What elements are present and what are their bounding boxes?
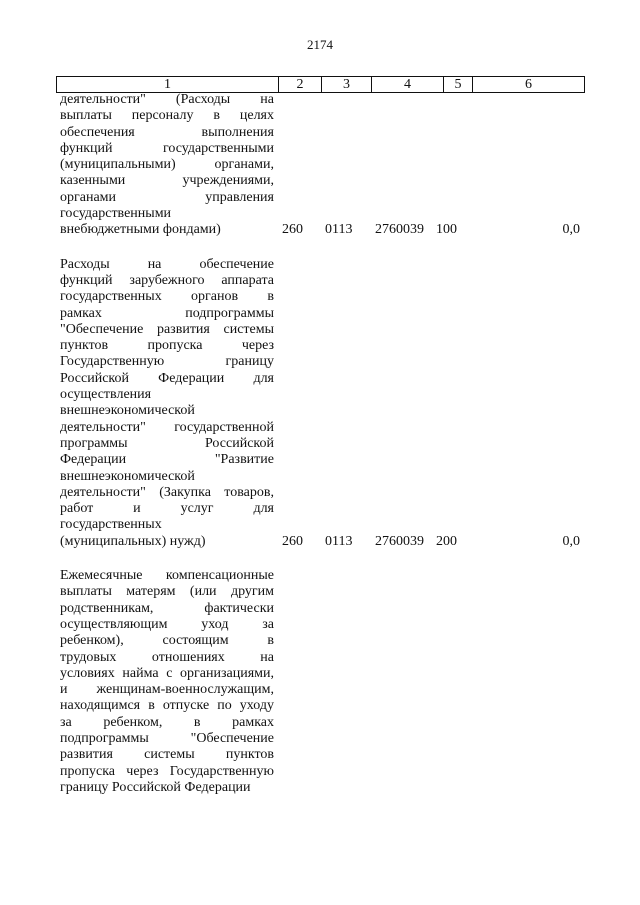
description-line: обеспечения выполнения bbox=[60, 124, 274, 140]
description-line: трудовых отношениях на bbox=[60, 649, 274, 665]
row-cell-c4: 2760039 bbox=[375, 533, 424, 549]
description-line: функций зарубежного аппарата bbox=[60, 272, 274, 288]
description-line: (муниципальными) органами, bbox=[60, 157, 274, 173]
row-description bbox=[60, 257, 274, 550]
description-line: пунктов пропуска через bbox=[60, 338, 274, 354]
description-line: Государственную границу bbox=[60, 354, 274, 370]
description-line: внешнеэкономической bbox=[60, 403, 195, 419]
description-line: (муниципальных) нужд) bbox=[60, 533, 206, 549]
description-line: выплаты матерям (или другим bbox=[60, 584, 274, 600]
description-line: за ребенком, в рамках bbox=[60, 714, 274, 730]
description-line: органами управления bbox=[60, 189, 274, 205]
column-header-table bbox=[56, 76, 585, 93]
column-header-1: 1 bbox=[57, 77, 279, 93]
table-body bbox=[56, 92, 584, 796]
description-line: функций государственными bbox=[60, 140, 274, 156]
description-line: государственных органов в bbox=[60, 289, 274, 305]
column-header-2: 2 bbox=[279, 77, 322, 93]
description-line: границу Российской Федерации bbox=[60, 779, 251, 795]
description-line: Расходы на обеспечение bbox=[60, 256, 274, 272]
row-cell-c6: 0,0 bbox=[562, 533, 580, 549]
description-line: внешнеэкономической bbox=[60, 468, 195, 484]
row-cell-c3: 0113 bbox=[325, 222, 353, 238]
description-line: рамках подпрограммы bbox=[60, 305, 274, 321]
table-row bbox=[56, 568, 584, 796]
description-line: родственникам, фактически bbox=[60, 600, 274, 616]
description-line: подпрограммы "Обеспечение bbox=[60, 730, 274, 746]
column-header-6: 6 bbox=[473, 77, 585, 93]
description-line: Ежемесячные компенсационные bbox=[60, 568, 274, 584]
description-line: Федерации "Развитие bbox=[60, 452, 274, 468]
description-line: осуществляющим уход за bbox=[60, 616, 274, 632]
row-cell-c2: 260 bbox=[282, 222, 303, 238]
row-gap bbox=[56, 239, 584, 257]
row-description bbox=[60, 92, 274, 239]
table-row bbox=[56, 92, 584, 239]
column-header-row bbox=[57, 77, 585, 93]
column-header-3: 3 bbox=[322, 77, 372, 93]
column-header-5: 5 bbox=[444, 77, 473, 93]
description-line: ребенком), состоящим в bbox=[60, 633, 274, 649]
description-line: деятельности" государственной bbox=[60, 419, 274, 435]
row-cell-c6: 0,0 bbox=[562, 222, 580, 238]
description-line: деятельности" (Расходы на bbox=[60, 92, 274, 107]
description-line: деятельности" (Закупка товаров, bbox=[60, 484, 274, 500]
row-cell-c3: 0113 bbox=[325, 533, 353, 549]
description-line: пропуска через Государственную bbox=[60, 763, 274, 779]
description-line: Российской Федерации для bbox=[60, 370, 274, 386]
row-cell-c2: 260 bbox=[282, 533, 303, 549]
table-row bbox=[56, 257, 584, 550]
row-gap bbox=[56, 550, 584, 568]
description-line: и женщинам-военнослужащим, bbox=[60, 682, 274, 698]
description-line: выплаты персоналу в целях bbox=[60, 108, 274, 124]
row-cell-c4: 2760039 bbox=[375, 222, 424, 238]
column-header-4: 4 bbox=[372, 77, 444, 93]
page-number: 2174 bbox=[307, 37, 333, 52]
description-line: казенными учреждениями, bbox=[60, 173, 274, 189]
description-line: условиях найма с организациями, bbox=[60, 665, 274, 681]
description-line: находящимся в отпуске по уходу bbox=[60, 698, 274, 714]
description-line: развития системы пунктов bbox=[60, 747, 274, 763]
description-line: "Обеспечение развития системы bbox=[60, 321, 274, 337]
row-cell-c5: 100 bbox=[436, 222, 457, 238]
description-line: осуществления bbox=[60, 387, 152, 403]
description-line: государственными bbox=[60, 206, 172, 222]
description-line: работ и услуг для bbox=[60, 501, 274, 517]
row-description bbox=[60, 568, 274, 796]
description-line: внебюджетными фондами) bbox=[60, 222, 221, 238]
description-line: программы Российской bbox=[60, 435, 274, 451]
description-line: государственных bbox=[60, 517, 162, 533]
row-cell-c5: 200 bbox=[436, 533, 457, 549]
